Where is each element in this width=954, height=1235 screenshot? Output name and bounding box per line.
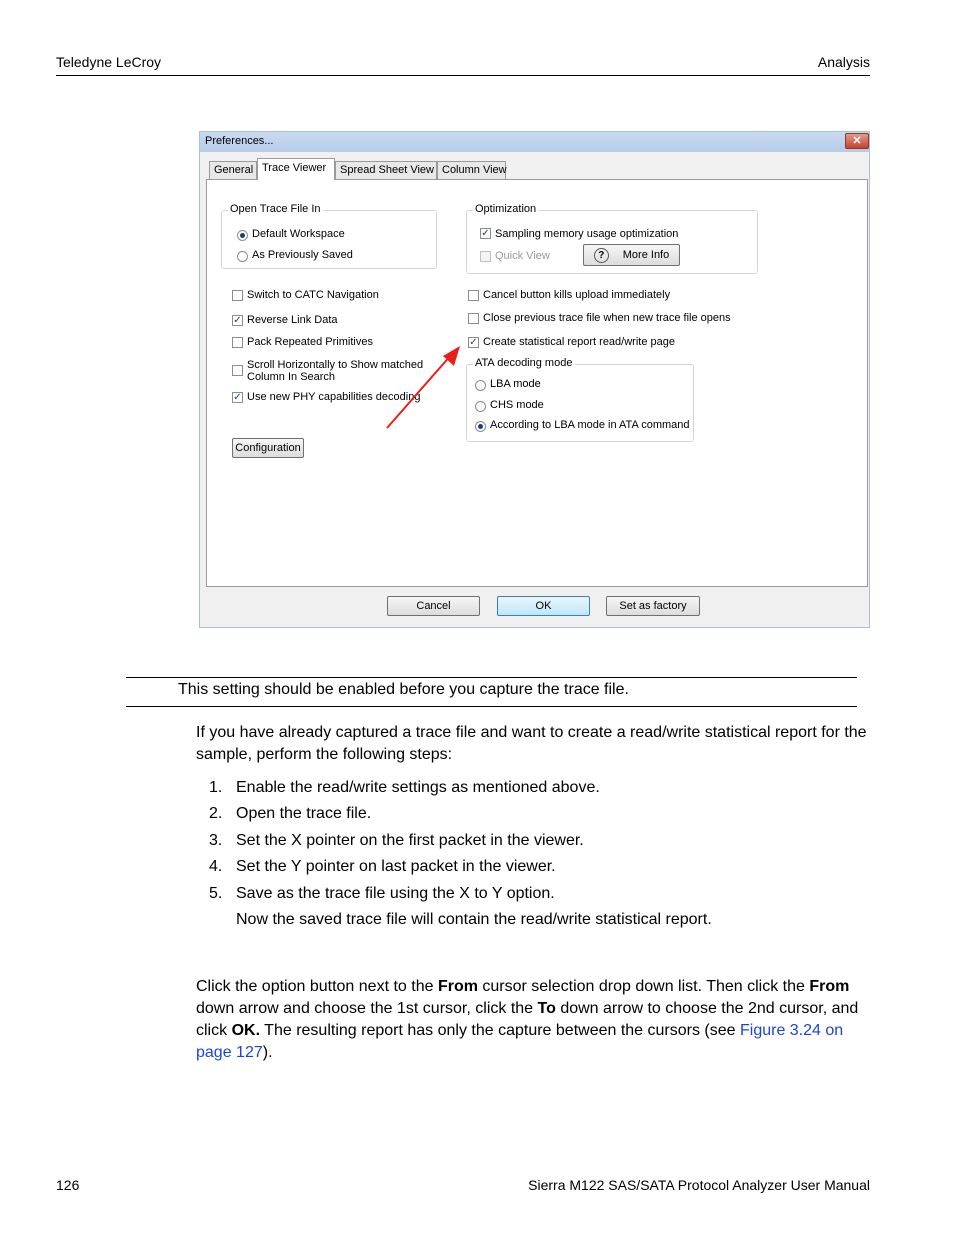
more-info-button[interactable] bbox=[583, 244, 680, 266]
close-icon[interactable]: ✕ bbox=[845, 133, 869, 149]
sampling-optimization-label: Sampling memory usage optimization bbox=[495, 228, 679, 240]
reverse-link-checkbox[interactable]: ✓ bbox=[233, 315, 242, 326]
set-as-factory-button[interactable]: Set as factory bbox=[606, 596, 700, 616]
default-workspace-radio[interactable] bbox=[237, 230, 248, 241]
preferences-dialog bbox=[199, 131, 870, 628]
statistical-report-label: Create statistical report read/write page bbox=[483, 336, 675, 348]
ok-term: OK. bbox=[231, 1022, 261, 1039]
default-workspace-label: Default Workspace bbox=[252, 228, 345, 240]
header-right: Analysis bbox=[817, 54, 870, 70]
instructions-text: down arrow to choose the 2nd cursor, and click bbox=[196, 1000, 859, 1039]
tab-general[interactable]: General bbox=[209, 161, 257, 179]
step-number: 1. bbox=[209, 779, 223, 796]
step-text: Set the Y pointer on last packet in the viewer. bbox=[236, 858, 556, 875]
quick-view-label: Quick View bbox=[495, 250, 550, 262]
phy-decoding-checkbox[interactable]: ✓ bbox=[233, 392, 242, 403]
open-trace-legend: Open Trace File In bbox=[230, 203, 321, 215]
dialog-title: Preferences... bbox=[205, 135, 274, 147]
step-text: Open the trace file. bbox=[236, 805, 372, 822]
step-number: 4. bbox=[209, 858, 223, 875]
switch-catc-checkbox[interactable] bbox=[232, 290, 243, 301]
header-rule bbox=[56, 75, 870, 76]
instructions-text: Click the option button next to the bbox=[196, 978, 438, 995]
dialog-titlebar bbox=[200, 132, 869, 152]
instructions-text: The resulting report has only the capture between the cursors (see bbox=[260, 1022, 740, 1039]
from-term: From bbox=[437, 978, 478, 995]
intro-paragraph: If you have already captured a trace file and want to create a read/write statistical report for the sample, perform the following steps: bbox=[196, 724, 867, 763]
note-rule-top bbox=[126, 677, 857, 678]
note-text: This setting should be enabled before you capture the trace file. bbox=[178, 681, 629, 698]
tab-spread-sheet-view[interactable]: Spread Sheet View bbox=[335, 161, 437, 179]
note-rule-bottom bbox=[126, 706, 857, 707]
reverse-link-label: Reverse Link Data bbox=[247, 314, 338, 326]
optimization-legend: Optimization bbox=[475, 203, 537, 215]
header-left: Teledyne LeCroy bbox=[56, 54, 162, 70]
chs-mode-label: CHS mode bbox=[490, 399, 544, 411]
scroll-horizontally-checkbox[interactable] bbox=[232, 365, 243, 376]
configuration-button[interactable]: Configuration bbox=[232, 438, 304, 458]
instructions-paragraph bbox=[196, 976, 870, 1064]
instructions-text: ). bbox=[262, 1044, 273, 1061]
as-previously-saved-radio[interactable] bbox=[237, 251, 248, 262]
tab-column-view[interactable]: Column View bbox=[437, 161, 506, 179]
page-number: 126 bbox=[56, 1177, 80, 1193]
pack-primitives-label: Pack Repeated Primitives bbox=[247, 336, 373, 348]
annotation-arrow-icon bbox=[380, 340, 470, 435]
phy-decoding-label: Use new PHY capabilities decoding bbox=[247, 391, 421, 403]
ok-button[interactable]: OK bbox=[497, 596, 590, 616]
trace-viewer-panel bbox=[206, 179, 868, 587]
tab-trace-viewer[interactable]: Trace Viewer bbox=[257, 158, 335, 180]
ata-decoding-legend: ATA decoding mode bbox=[475, 357, 573, 369]
cancel-button[interactable]: Cancel bbox=[387, 596, 480, 616]
step-number: 5. bbox=[209, 885, 223, 902]
instructions-text: down arrow and choose the 1st cursor, click the bbox=[196, 1000, 538, 1017]
quick-view-checkbox[interactable] bbox=[480, 251, 491, 262]
step-result: Now the saved trace file will contain the read/write statistical report. bbox=[236, 911, 712, 928]
lba-mode-label: LBA mode bbox=[490, 378, 541, 390]
as-previously-saved-label: As Previously Saved bbox=[252, 249, 353, 261]
sampling-optimization-checkbox[interactable]: ✓ bbox=[481, 228, 490, 239]
help-icon: ? bbox=[594, 248, 609, 263]
lba-ata-command-label: According to LBA mode in ATA command bbox=[490, 419, 690, 431]
close-previous-trace-checkbox[interactable] bbox=[468, 313, 479, 324]
statistical-report-checkbox[interactable]: ✓ bbox=[469, 337, 478, 348]
more-info-label: More Info bbox=[622, 249, 670, 261]
step-number: 3. bbox=[209, 832, 223, 849]
pack-primitives-checkbox[interactable] bbox=[232, 337, 243, 348]
to-term: To bbox=[537, 1000, 556, 1017]
instructions-text: cursor selection drop down list. Then click the bbox=[477, 978, 810, 995]
lba-ata-command-radio[interactable] bbox=[475, 421, 486, 432]
step-text: Set the X pointer on the first packet in the viewer. bbox=[236, 832, 584, 849]
step-text: Enable the read/write settings as mentioned above. bbox=[236, 779, 600, 796]
lba-mode-radio[interactable] bbox=[475, 380, 486, 391]
scroll-horizontally-label: Scroll Horizontally to Show matched Column In Search bbox=[247, 359, 424, 383]
switch-catc-label: Switch to CATC Navigation bbox=[247, 289, 379, 301]
figure-link[interactable]: Figure 3.24 on page 127 bbox=[196, 1022, 844, 1061]
cancel-kills-upload-checkbox[interactable] bbox=[468, 290, 479, 301]
cancel-kills-upload-label: Cancel button kills upload immediately bbox=[483, 289, 671, 301]
close-previous-trace-label: Close previous trace file when new trace file opens bbox=[483, 312, 731, 324]
footer-title: Sierra M122 SAS/SATA Protocol Analyzer User Manual bbox=[528, 1177, 870, 1193]
step-number: 2. bbox=[209, 805, 223, 822]
step-text: Save as the trace file using the X to Y option. bbox=[236, 885, 555, 902]
chs-mode-radio[interactable] bbox=[475, 401, 486, 412]
from-term: From bbox=[809, 978, 850, 995]
